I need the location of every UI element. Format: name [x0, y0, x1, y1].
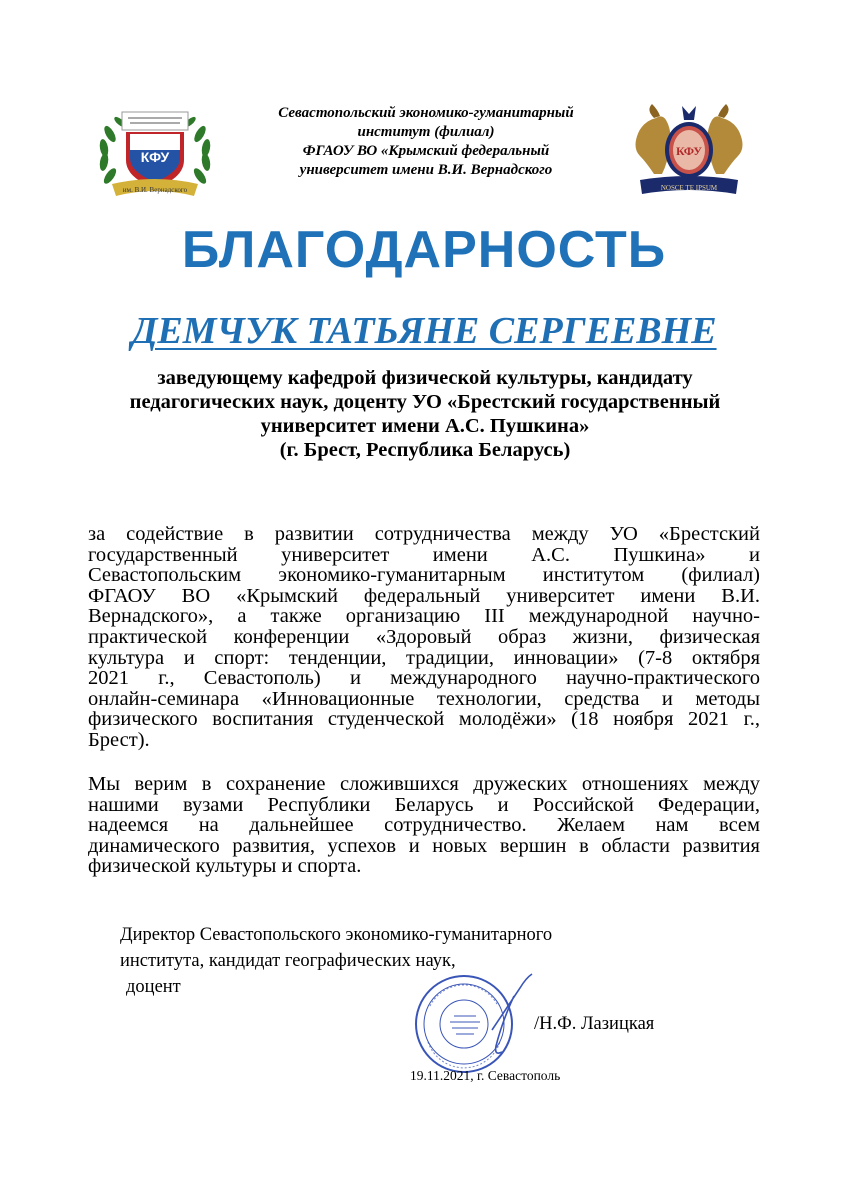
- kfu-griffins-right-logo: [626, 100, 752, 198]
- right-logo-ribbon-text: NOSCE TE IPSUM: [660, 184, 718, 192]
- paragraph-line: онлайн-семинара «Инновационные технологии, средства и методы: [88, 687, 760, 710]
- paragraph-line: Вернадского», а также организацию III международной научно-: [88, 605, 760, 628]
- paragraph-line: практической конференции «Здоровый образ жизни, физическая: [88, 625, 760, 648]
- paragraph-line: Севастопольским экономико-гуманитарным институтом (филиал): [88, 564, 760, 587]
- recipient-position: [80, 366, 770, 462]
- signatory-title-line-2: института, кандидат географических наук,: [120, 951, 456, 971]
- wishes-paragraph: [88, 774, 760, 877]
- left-logo-ribbon-text: им. В.И. Вернадского: [122, 186, 188, 194]
- position-line-2: педагогических наук, доценту УО «Брестский государственный: [129, 391, 721, 413]
- paragraph-line: надеемся на дальнейшее сотрудничество. Желаем нам всем: [88, 814, 760, 837]
- signatory-title-line-1: Директор Севастопольского экономико-гуманитарного: [120, 925, 553, 945]
- header-line-1: Севастопольский экономико-гуманитарный: [278, 105, 574, 121]
- paragraph-line: нашими вузами Республики Беларусь и Российской Федерации,: [88, 793, 760, 816]
- signatory-title-line-3: доцент: [126, 977, 181, 997]
- right-logo-monogram: КФУ: [675, 144, 703, 158]
- gratitude-paragraph: [88, 524, 760, 751]
- paragraph-line: государственный университет имени А.С. Пушкина» и: [88, 543, 760, 566]
- paragraph-line: культура и спорт: тенденции, традиции, инновации» (7-8 октября: [88, 646, 760, 669]
- paragraph-line: за содействие в развитии сотрудничества между УО «Брестский: [88, 523, 760, 545]
- paragraph-line: ФГАОУ ВО «Крымский федеральный университет имени В.И.: [88, 584, 760, 607]
- official-stamp-seal: [402, 966, 552, 1076]
- document-title: БЛАГОДАРНОСТЬ: [181, 221, 667, 279]
- signature-block: [120, 922, 640, 1000]
- paragraph-line: 2021 г., Севастополь) и международного научно-практического: [88, 667, 760, 690]
- paragraph-line: Брест).: [88, 728, 150, 751]
- recipient-name: ДЕМЧУК ТАТЬЯНЕ СЕРГЕЕВНЕ: [131, 310, 717, 352]
- date-and-place: 19.11.2021, г. Севастополь: [410, 1068, 561, 1083]
- paragraph-line: динамического развития, успехов и новых вершин в области развития: [88, 834, 760, 857]
- header-line-2: институт (филиал): [357, 124, 495, 140]
- institution-header: [240, 104, 612, 180]
- header-line-4: университет имени В.И. Вернадского: [299, 162, 553, 178]
- paragraph-line: физического воспитания студенческой молодёжи» (18 ноября 2021 г.,: [88, 708, 760, 731]
- position-line-1: заведующему кафедрой физической культуры, кандидату: [157, 367, 693, 389]
- paragraph-line: физической культуры и спорта.: [88, 855, 362, 878]
- signer-name: /Н.Ф. Лазицкая: [534, 1014, 655, 1034]
- paragraph-line: Мы верим в сохранение сложившихся дружеских отношениях между: [88, 773, 760, 795]
- kfu-emblem-left-logo: [92, 104, 218, 200]
- position-line-4: (г. Брест, Республика Беларусь): [279, 439, 571, 461]
- left-logo-monogram: КФУ: [140, 149, 170, 165]
- header-line-3: ФГАОУ ВО «Крымский федеральный: [302, 143, 550, 159]
- position-line-3: университет имени А.С. Пушкина»: [260, 415, 590, 437]
